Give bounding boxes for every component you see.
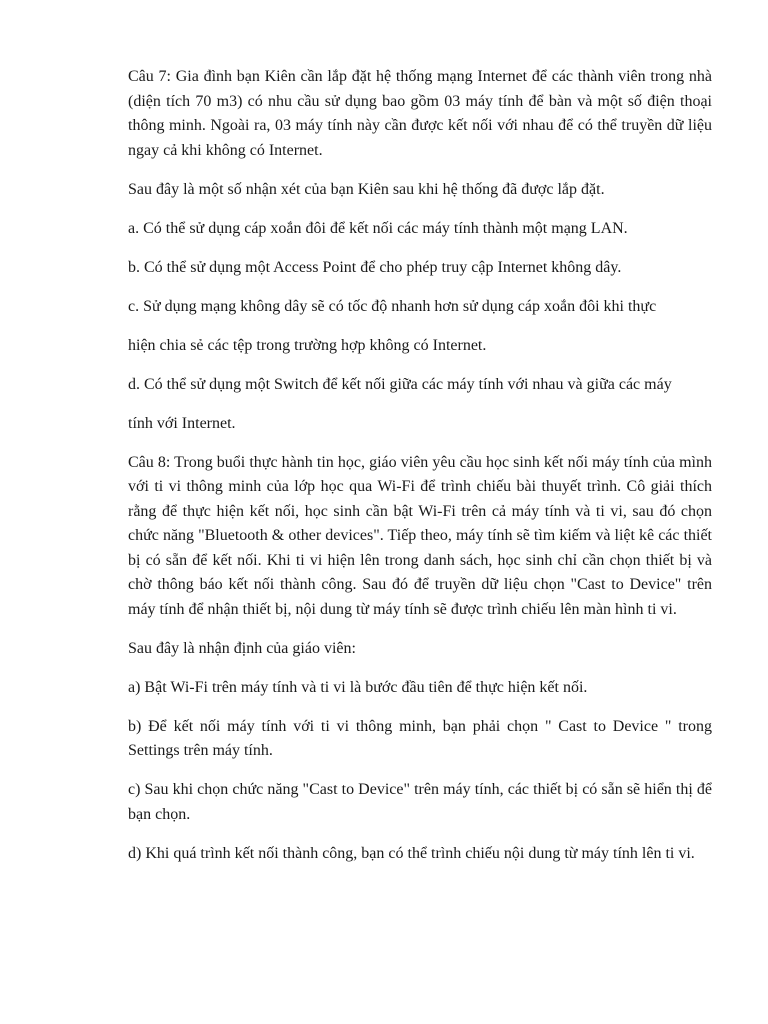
question-8-statement-a: a) Bật Wi-Fi trên máy tính và ti vi là bước đầu tiên để thực hiện kết nối. <box>128 678 588 696</box>
question-8-statement-c: c) Sau khi chọn chức năng "Cast to Device" trên máy tính, các thiết bị có sẵn sẽ hiển thị để bạn chọn. <box>128 781 712 823</box>
question-8-statement-d: d) Khi quá trình kết nối thành công, bạn có thể trình chiếu nội dung từ máy tính lên ti vi. <box>128 844 695 862</box>
question-7-statement-a: a. Có thể sử dụng cáp xoắn đôi để kết nối các máy tính thành một mạng LAN. <box>128 219 628 237</box>
question-8-intro: Sau đây là nhận định của giáo viên: <box>128 639 356 657</box>
question-7-statement-b: b. Có thể sử dụng một Access Point để cho phép truy cập Internet không dây. <box>128 258 622 276</box>
question-7-statement-c-line2: hiện chia sẻ các tệp trong trường hợp không có Internet. <box>128 336 487 354</box>
question-7-statement-d-line2: tính với Internet. <box>128 414 236 432</box>
question-8-text: Câu 8: Trong buổi thực hành tin học, giáo viên yêu cầu học sinh kết nối máy tính của mình với ti vi thông minh của lớp học qua Wi-Fi để trình chiếu bài thuyết trình. Cô giải thích rằng để thực hiện kết nối, học sinh cần bật Wi-Fi trên cả máy tính và ti vi, sau đó chọn chức năng "Bluetooth & other devices". Tiếp theo, máy tính sẽ tìm kiếm và liệt kê các thiết bị có sẵn để kết nối. Khi ti vi hiện lên trong danh sách, học sinh chỉ cần chọn thiết bị và chờ thông báo kết nối thành công. Sau đó để truyền dữ liệu chọn "Cast to Device" trên máy tính để nhận thiết bị, nội dung từ máy tính sẽ được trình chiếu lên màn hình ti vi. <box>128 453 712 618</box>
question-7-statement-d-line1: d. Có thể sử dụng một Switch để kết nối giữa các máy tính với nhau và giữa các máy <box>128 375 672 393</box>
question-7-intro: Sau đây là một số nhận xét của bạn Kiên sau khi hệ thống đã được lắp đặt. <box>128 180 605 198</box>
question-7-text: Câu 7: Gia đình bạn Kiên cần lắp đặt hệ thống mạng Internet để các thành viên trong nhà (diện tích 70 m3) có nhu cầu sử dụng bao gồm 03 máy tính để bàn và một số điện thoại thông minh. Ngoài ra, 03 máy tính này cần được kết nối với nhau để có thể truyền dữ liệu ngay cả khi không có Internet. <box>128 68 712 159</box>
question-8-statement-b: b) Để kết nối máy tính với ti vi thông minh, bạn phải chọn " Cast to Device " trong Settings trên máy tính. <box>128 717 712 759</box>
question-7-statement-c-line1: c. Sử dụng mạng không dây sẽ có tốc độ nhanh hơn sử dụng cáp xoắn đôi khi thực <box>128 297 657 315</box>
document-page <box>128 65 712 881</box>
